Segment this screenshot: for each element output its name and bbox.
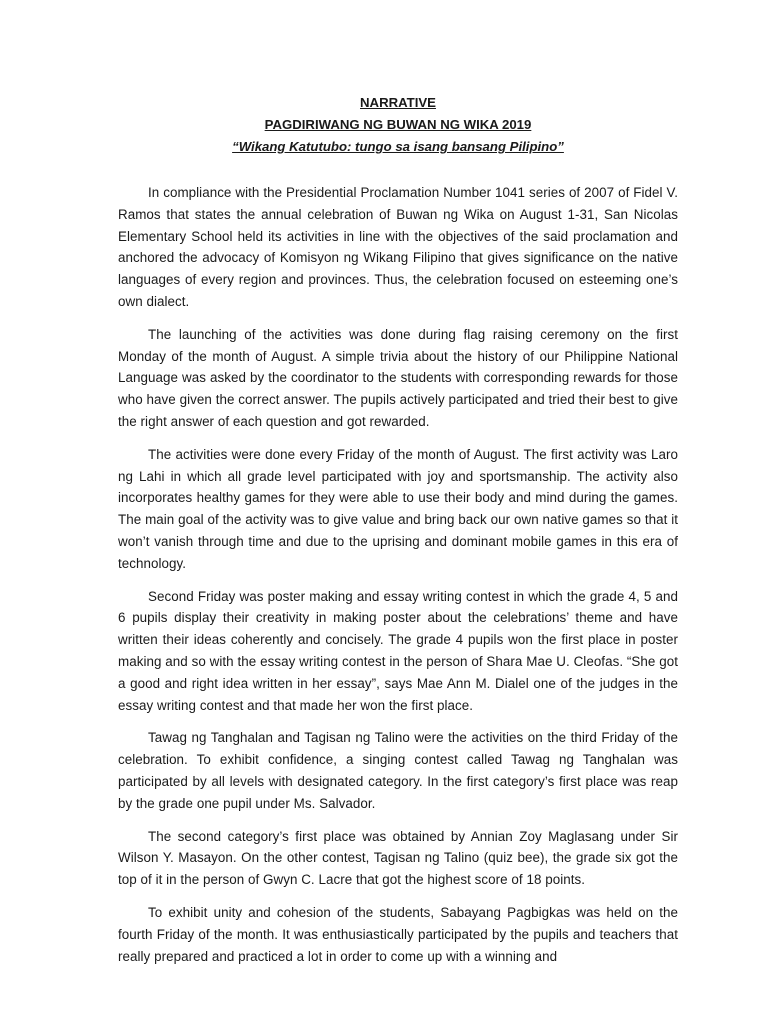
paragraph-2: The launching of the activities was done during flag raising ceremony on the first Monday of the month of August. A simple trivia about the history of our Philippine National Language was asked by the coordinator to the students with corresponding rewards for those who have given the correct answer. The pupils actively participated and tried their best to give the right answer of each question and got rewarded. [118,326,678,429]
document-subtitle: PAGDIRIWANG NG BUWAN NG WIKA 2019 [264,117,532,132]
paragraph-6: The second category’s first place was obtained by Annian Zoy Maglasang under Sir Wilson Y. Masayon. On the other contest, Tagisan ng Talino (quiz bee), the grade six got the top of it in the person of Gwyn C. Lacre that got the highest score of 18 points. [118,828,678,888]
paragraph-3: The activities were done every Friday of the month of August. The first activity was Laro ng Lahi in which all grade level participated with joy and sportsmanship. The activity also incorporates healthy games for they were able to use their body and mind during the games. The main goal of the activity was to give value and bring back our own native games so that it won’t vanish through time and due to the uprising and dominant mobile games in this era of technology. [118,446,678,571]
document-page [118,92,678,978]
paragraph-1: In compliance with the Presidential Proclamation Number 1041 series of 2007 of Fidel V. Ramos that states the annual celebration of Buwan ng Wika on August 1-31, San Nicolas Elementary School held its activities in line with the objectives of the said proclamation and anchored the advocacy of Komisyon ng Wikang Filipino that gives significance on the native languages of every region and provinces. Thus, the celebration focused on esteeming one’s own dialect. [118,185,678,309]
paragraph-5: Tawag ng Tanghalan and Tagisan ng Talino were the activities on the third Friday of the celebration. To exhibit confidence, a singing contest called Tawag ng Tanghalan was participated by all levels with designated category. In the first category’s first place was reap by the grade one pupil under Ms. Salvador. [118,730,678,811]
paragraph-4: Second Friday was poster making and essay writing contest in which the grade 4, 5 and 6 pupils display their creativity in making poster about the celebrations’ theme and have written their ideas coherently and concisely. The grade 4 pupils won the first place in poster making and so with the essay writing contest in the person of Shara Mae U. Cleofas. “She got a good and right idea written in her essay”, says Mae Ann M. Dialel one of the judges in the essay writing contest and that made her won the first place. [118,588,678,713]
paragraph-7: To exhibit unity and cohesion of the students, Sabayang Pagbigkas was held on the fourth Friday of the month. It was enthusiastically participated by the pupils and teachers that really prepared and practiced a lot in order to come up with a winning and [118,904,678,964]
document-body [118,182,678,967]
document-title: NARRATIVE [360,95,436,110]
document-theme: “Wikang Katutubo: tungo sa isang bansang Pilipino” [232,139,564,154]
